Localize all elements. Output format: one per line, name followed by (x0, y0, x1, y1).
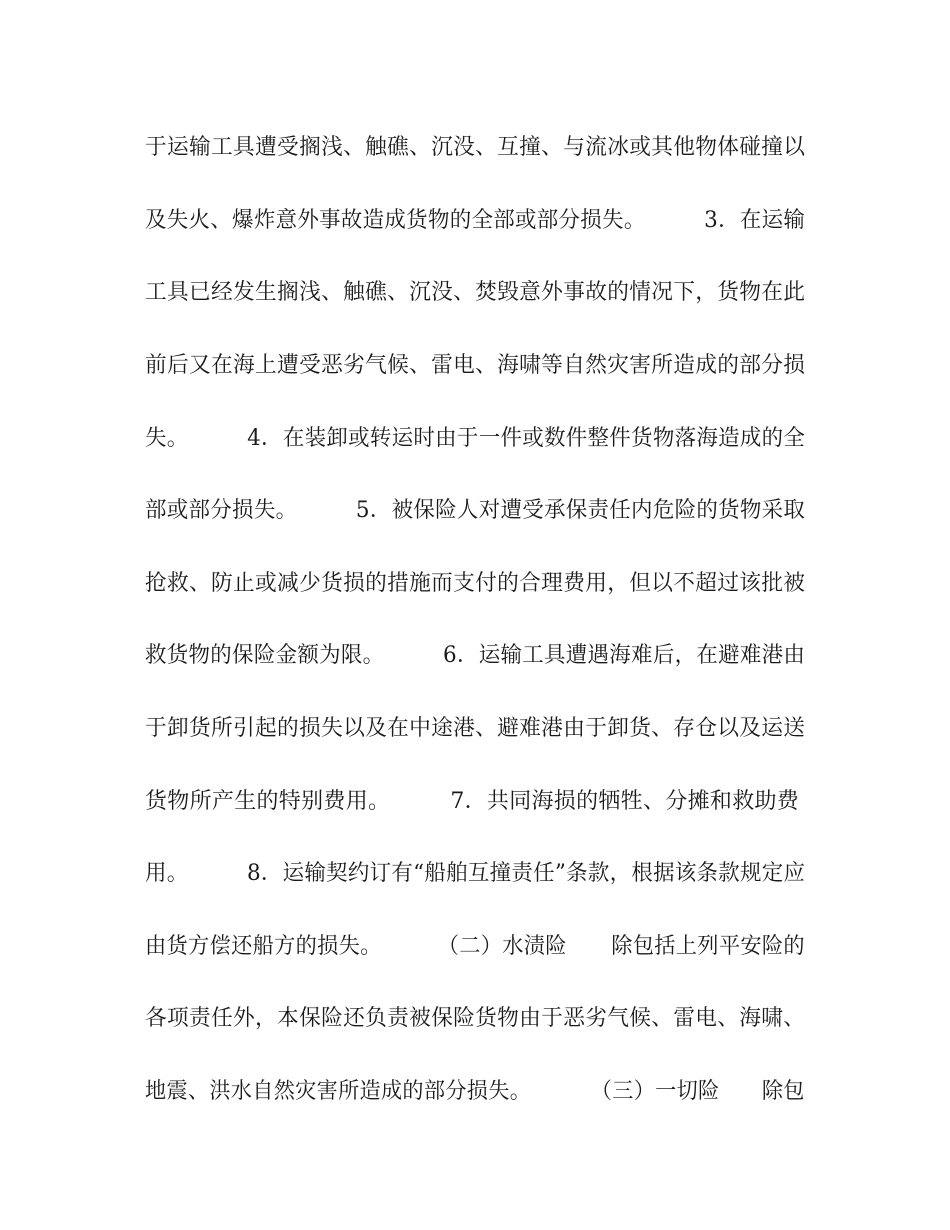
text-segment: 8．运输契约订有“船舶互撞责任”条款，根据该条款规定应 (246, 861, 806, 887)
text-segment: 失。 (145, 425, 189, 451)
text-line (145, 185, 806, 258)
text-segment: 各项责任外，本保险还负责被保险货物由于恶劣气候、雷电、海啸、 (145, 1006, 806, 1032)
text-line (145, 330, 806, 403)
text-segment: 除包括上列平安险的 (611, 933, 805, 959)
text-line (145, 402, 806, 475)
text-line (145, 693, 806, 766)
text-line (145, 983, 806, 1056)
text-line (145, 765, 805, 838)
text-line (145, 112, 806, 185)
text-segment: （二）水渍险 (437, 933, 567, 959)
text-segment: 4．在装卸或转运时由于一件或数件整件货物落海造成的全 (247, 425, 806, 451)
text-line (145, 620, 806, 693)
text-line (145, 548, 806, 621)
text-line (145, 1056, 805, 1129)
text-segment: 部或部分损失。 (145, 498, 298, 524)
text-segment: 于卸货所引起的损失以及在中途港、避难港由于卸货、存仓以及运送 (145, 716, 806, 742)
text-segment: 抢救、防止或减少货损的措施而支付的合理费用，但以不超过该批被 (145, 570, 806, 596)
text-segment: 救货物的保险金额为限。 (145, 643, 385, 669)
text-segment: 由货方偿还船方的损失。 (145, 933, 382, 959)
text-segment: 货物所产生的特别费用。 (145, 788, 391, 814)
text-line (145, 911, 805, 984)
text-segment: 工具已经发生搁浅、触礁、沉没、焚毁意外事故的情况下，货物在此 (145, 280, 806, 306)
text-segment: （三）一切险 (590, 1079, 720, 1105)
text-segment: 7．共同海损的牺牲、分摊和救助费 (450, 788, 800, 814)
text-segment: 5．被保险人对遭受承保责任内危险的货物采取 (355, 498, 806, 524)
text-segment: 除包 (761, 1079, 805, 1105)
text-segment: 前后又在海上遭受恶劣气候、雷电、海啸等自然灾害所造成的部分损 (145, 353, 806, 379)
text-segment: 于运输工具遭受搁浅、触礁、沉没、互撞、与流冰或其他物体碰撞以 (145, 135, 806, 161)
text-segment: 用。 (145, 861, 189, 887)
text-line (145, 257, 806, 330)
text-line (145, 475, 806, 548)
text-segment: 3．在运输 (704, 207, 806, 233)
text-segment: 及失火、爆炸意外事故造成货物的全部或部分损失。 (145, 207, 646, 233)
text-segment: 地震、洪水自然灾害所造成的部分损失。 (145, 1079, 532, 1105)
text-line (145, 838, 806, 911)
document-body (145, 112, 805, 1128)
text-segment: 6．运输工具遭遇海难后，在避难港由 (442, 643, 806, 669)
